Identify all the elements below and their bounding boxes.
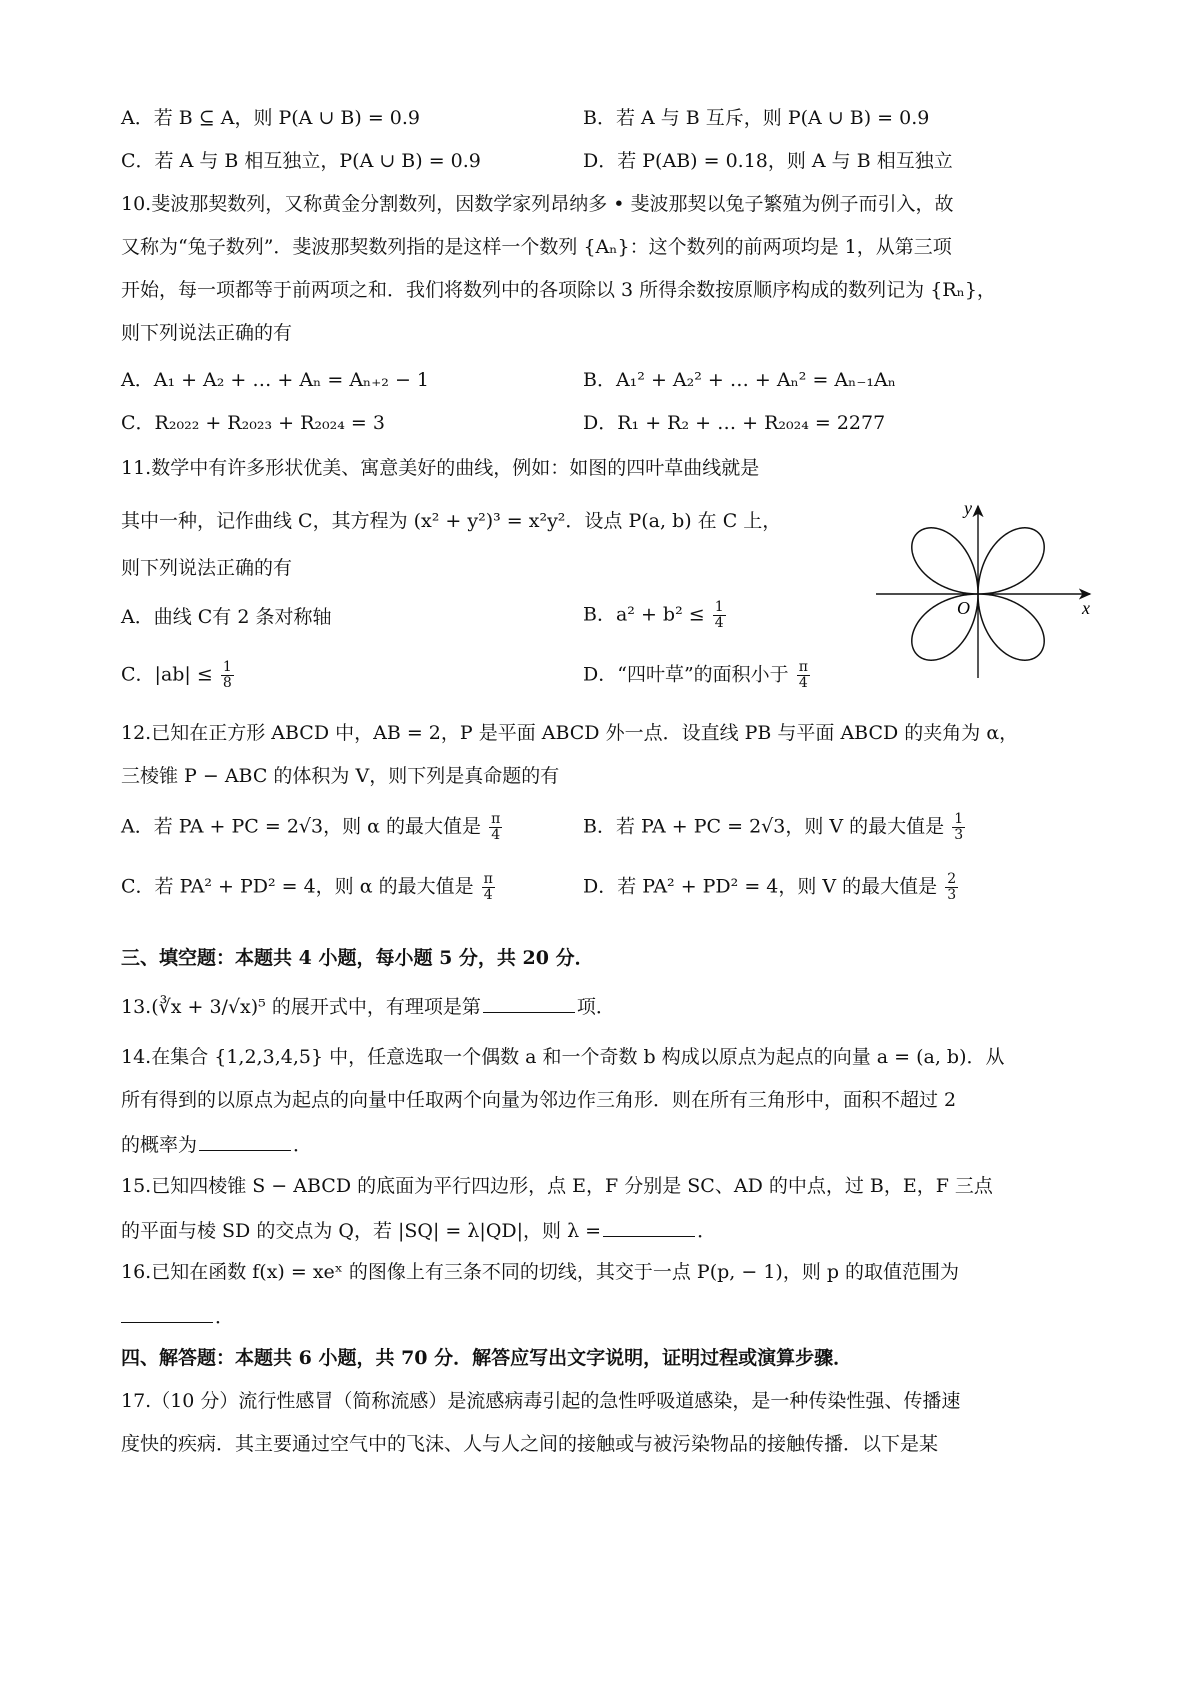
q13-answer-blank[interactable]: [483, 992, 575, 1013]
q14-stem-line1: 14.在集合 {1,2,3,4,5} 中，任意选取一个偶数 a 和一个奇数 b 构成以原点为起点的向量 a = (a, b)．从: [121, 1046, 1005, 1068]
q11-option-b: [583, 600, 728, 631]
q12-option-b-fraction: [952, 812, 965, 843]
q11-option-b-fraction: [713, 600, 726, 631]
numerator: π: [798, 659, 808, 675]
q13-expression: (∛x + 3/√x)⁵: [151, 996, 266, 1018]
q12-stem-line1: 12.已知在正方形 ABCD 中，AB = 2，P 是平面 ABCD 外一点．设直线 PB 与平面 ABCD 的夹角为 α，: [121, 722, 1019, 744]
q13-end: 项．: [576, 996, 615, 1018]
section-3-heading: 三、填空题：本题共 4 小题，每小题 5 分，共 20 分．: [121, 947, 594, 969]
q14-text: 的概率为: [121, 1134, 198, 1156]
q12-option-b: [583, 812, 967, 843]
y-axis-label: y: [964, 498, 972, 518]
section-4-heading: 四、解答题：本题共 6 小题，共 70 分．解答应写出文字说明，证明过程或演算步骤．: [121, 1347, 853, 1369]
q12-option-c: [121, 872, 497, 903]
q11-option-d: [583, 660, 812, 691]
q12-option-a-fraction: [489, 812, 502, 843]
q11-option-a: A．曲线 C有 2 条对称轴: [121, 606, 332, 628]
q11-stem-line1: 11.数学中有许多形状优美、寓意美好的曲线，例如：如图的四叶草曲线就是: [121, 457, 760, 479]
origin-label: O: [957, 598, 970, 618]
q9-option-a: A．若 B ⊆ A，则 P(A ∪ B) = 0.9: [121, 107, 420, 129]
q11-stem-line2: 其中一种，记作曲线 C，其方程为 (x² + y²)³ = x²y²．设点 P(a, b) 在 C 上，: [121, 510, 782, 532]
denominator: 3: [954, 827, 964, 843]
q12-option-d-fraction: [945, 872, 958, 903]
numerator: 2: [947, 871, 957, 887]
q12-option-d: [583, 872, 960, 903]
q10-stem-line1: 10.斐波那契数列，又称黄金分割数列，因数学家列昂纳多 • 斐波那契以兔子繁殖为例子而引入，故: [121, 193, 954, 215]
q15-text: 的平面与棱 SD 的交点为 Q，若 |SQ| = λ|QD|，则 λ =: [121, 1220, 602, 1242]
q10-option-a: A．A₁ + A₂ + … + Aₙ = Aₙ₊₂ − 1: [121, 369, 430, 391]
q11-option-c-fraction: [221, 660, 234, 691]
q11-stem-line3: 则下列说法正确的有: [121, 557, 293, 579]
numerator: π: [483, 871, 493, 887]
numerator: 1: [222, 659, 232, 675]
numerator: 1: [954, 811, 964, 827]
q12-option-a-text: A．若 PA + PC = 2√3，则 α 的最大值是: [121, 815, 482, 838]
q15-stem-line2: [121, 1216, 716, 1244]
q10-option-d: D．R₁ + R₂ + … + R₂₀₂₄ = 2277: [583, 412, 886, 434]
x-axis-label: x: [1082, 598, 1090, 618]
q11-option-c-text: C．|ab| ≤: [121, 663, 213, 686]
q9-option-d: D．若 P(AB) = 0.18，则 A 与 B 相互独立: [583, 150, 953, 172]
q15-answer-blank[interactable]: [603, 1216, 695, 1237]
q16-answer-blank[interactable]: [121, 1302, 213, 1323]
q11-option-b-text: B．a² + b² ≤: [583, 603, 705, 626]
denominator: 4: [714, 615, 724, 631]
q9-option-b: B．若 A 与 B 互斥，则 P(A ∪ B) = 0.9: [583, 107, 930, 129]
q12-option-b-text: B．若 PA + PC = 2√3，则 V 的最大值是: [583, 815, 945, 838]
q13: [121, 992, 615, 1020]
q14-end: ．: [293, 1134, 313, 1156]
q12-stem-line2: 三棱锥 P − ABC 的体积为 V，则下列是真命题的有: [121, 765, 560, 787]
q10-option-c: C．R₂₀₂₂ + R₂₀₂₃ + R₂₀₂₄ = 3: [121, 412, 385, 434]
q15-end: ．: [697, 1220, 717, 1242]
q11-option-d-fraction: [797, 660, 810, 691]
q10-stem-line4: 则下列说法正确的有: [121, 322, 293, 344]
q10-stem-line2: 又称为“兔子数列”．斐波那契数列指的是这样一个数列 {Aₙ}：这个数列的前两项均是 1，从第三项: [121, 236, 952, 258]
q16-stem-line1: 16.已知在函数 f(x) = xeˣ 的图像上有三条不同的切线，其交于一点 P(p, − 1)，则 p 的取值范围为: [121, 1261, 960, 1283]
q12-option-c-text: C．若 PA² + PD² = 4，则 α 的最大值是: [121, 875, 474, 898]
q15-stem-line1: 15.已知四棱锥 S − ABCD 的底面为平行四边形，点 E，F 分别是 SC、AD 的中点，过 B，E，F 三点: [121, 1175, 993, 1197]
q10-option-b: B．A₁² + A₂² + … + Aₙ² = Aₙ₋₁Aₙ: [583, 369, 896, 391]
q17-stem-line1: 17.（10 分）流行性感冒（简称流感）是流感病毒引起的急性呼吸道感染，是一种传染性强、传播速: [121, 1390, 961, 1412]
q13-text: 的展开式中，有理项是第: [271, 996, 481, 1018]
q14-stem-line2: 所有得到的以原点为起点的向量中任取两个向量为邻边作三角形．则在所有三角形中，面积不超过 2: [121, 1089, 957, 1111]
q12-option-a: [121, 812, 504, 843]
q17-stem-line2: 度快的疾病．其主要通过空气中的飞沫、人与人之间的接触或与被污染物品的接触传播．以下是某: [121, 1433, 939, 1455]
four-leaf-clover-figure: [872, 498, 1102, 688]
q11-option-d-text: D．“四叶草”的面积小于: [583, 663, 789, 686]
q12-option-c-fraction: [482, 872, 495, 903]
numerator: π: [491, 811, 501, 827]
q10-stem-line3: 开始，每一项都等于前两项之和．我们将数列中的各项除以 3 所得余数按原顺序构成的数列记为 {Rₙ}，: [121, 279, 996, 301]
q14-answer-blank[interactable]: [199, 1130, 291, 1151]
denominator: 8: [222, 675, 232, 691]
q11-option-c: [121, 660, 236, 691]
q12-option-d-text: D．若 PA² + PD² = 4，则 V 的最大值是: [583, 875, 938, 898]
q16-stem-line2: [121, 1302, 234, 1330]
denominator: 4: [798, 675, 808, 691]
q16-end: ．: [215, 1306, 235, 1328]
numerator: 1: [714, 599, 724, 615]
q9-option-c: C．若 A 与 B 相互独立，P(A ∪ B) = 0.9: [121, 150, 481, 172]
denominator: 4: [491, 827, 501, 843]
denominator: 4: [483, 887, 493, 903]
q14-stem-line3: [121, 1130, 312, 1158]
denominator: 3: [947, 887, 957, 903]
q13-number: 13.: [121, 996, 152, 1018]
